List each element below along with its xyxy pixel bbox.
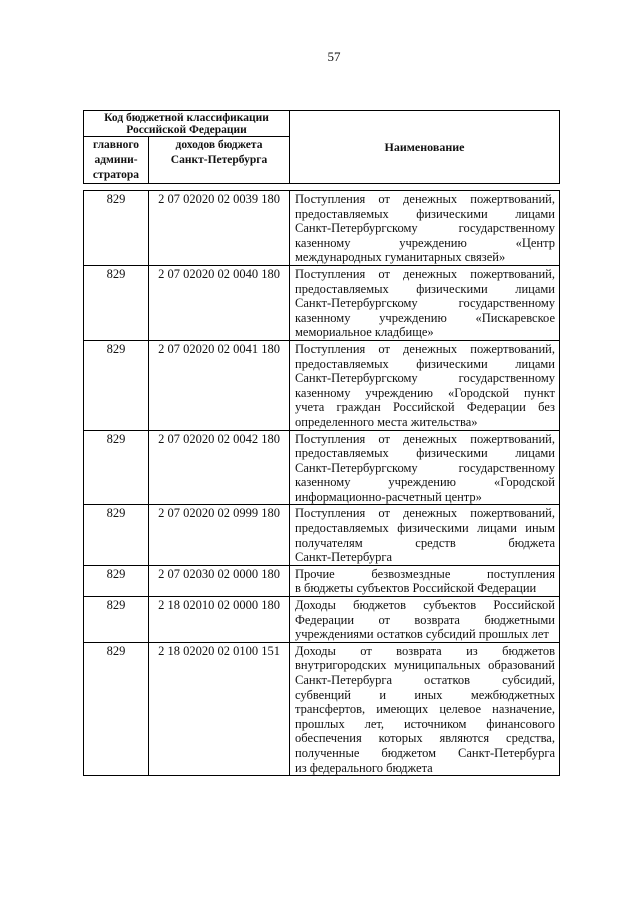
admin-code-cell: 829 <box>84 597 149 643</box>
admin-code-cell: 829 <box>84 505 149 565</box>
revenue-code-cell: 2 07 02030 02 0000 180 <box>149 565 290 596</box>
name-line: казенному учреждению «Пискаревское <box>295 310 555 325</box>
admin-code-cell: 829 <box>84 565 149 596</box>
admin-header-line: главного <box>92 139 140 151</box>
admin-header-line: админи- <box>94 154 138 166</box>
name-line: казенному учреждению «Городской пункт <box>295 385 555 400</box>
name-line: мемориальное кладбище» <box>295 325 434 340</box>
name-line: Доходы бюджетов субъектов Российской <box>295 598 555 613</box>
admin-code-cell: 829 <box>84 430 149 505</box>
table-row <box>84 430 560 505</box>
revenue-code-cell: 2 18 02010 02 0000 180 <box>149 597 290 643</box>
table-row <box>84 642 560 775</box>
name-line: казенному учреждению «Центр <box>295 235 555 250</box>
admin-code-cell: 829 <box>84 265 149 340</box>
name-line: трансфертов, имеющих целевое назначение, <box>295 702 555 717</box>
name-line: субвенций и иных межбюджетных <box>295 687 555 702</box>
name-cell <box>290 265 560 340</box>
name-line: Поступления от денежных пожертвований, <box>295 506 555 521</box>
code-group-line: Код бюджетной классификации <box>104 112 269 124</box>
name-cell <box>290 340 560 430</box>
name-line: получателям средств бюджета <box>295 535 555 550</box>
admin-code-cell: 829 <box>84 340 149 430</box>
table-row <box>84 565 560 596</box>
table-row <box>84 597 560 643</box>
admin-code-cell: 829 <box>84 191 149 266</box>
name-line: предоставляемых физическими лицами <box>295 206 555 221</box>
name-line: полученные бюджетом Санкт-Петербурга <box>295 745 555 760</box>
table-header <box>83 110 560 184</box>
name-line: учреждениями остатков субсидий прошлых лет <box>295 627 549 642</box>
name-cell <box>290 191 560 266</box>
revenue-code-cell: 2 07 02020 02 0039 180 <box>149 191 290 266</box>
revenue-column-header <box>149 137 290 184</box>
admin-header-line: стратора <box>92 169 140 181</box>
name-line: Санкт-Петербургскому государственному <box>295 371 555 386</box>
name-line: Санкт-Петербургскому государственному <box>295 460 555 475</box>
name-cell <box>290 430 560 505</box>
name-line: учета граждан Российской Федерации без <box>295 400 555 415</box>
name-cell <box>290 565 560 596</box>
name-line: Санкт-Петербургскому государственному <box>295 221 555 236</box>
code-group-line: Российской Федерации <box>126 124 247 136</box>
name-line: Санкт-Петербурга остатков субсидий, <box>295 673 555 687</box>
name-line: Санкт-Петербурга <box>295 550 393 565</box>
table-row <box>84 191 560 266</box>
admin-column-header <box>84 137 149 184</box>
revenue-code-cell: 2 18 02020 02 0100 151 <box>149 642 290 775</box>
table-body <box>83 190 560 776</box>
name-column-header: Наименование <box>290 111 560 184</box>
header-row-group <box>84 111 560 137</box>
name-line: Санкт-Петербургскому государственному <box>295 296 555 311</box>
name-line: Прочие безвозмездные поступления <box>295 566 555 581</box>
name-line: определенного места жительства» <box>295 414 478 429</box>
name-line: внутригородских муниципальных образований <box>295 658 555 673</box>
name-cell <box>290 597 560 643</box>
name-line: Федерации от возврата бюджетными <box>295 612 555 627</box>
name-cell <box>290 505 560 565</box>
revenue-code-cell: 2 07 02020 02 0041 180 <box>149 340 290 430</box>
name-line: казенному учреждению «Городской <box>295 475 555 490</box>
name-line: Доходы от возврата из бюджетов <box>295 643 555 658</box>
page-number: 57 <box>327 49 341 64</box>
name-cell <box>290 642 560 775</box>
name-line: в бюджеты субъектов Российской Федерации <box>295 581 537 596</box>
name-line: Поступления от денежных пожертвований, <box>295 266 555 281</box>
name-line: обеспечения которых являются средства, <box>295 731 555 746</box>
name-line: международных гуманитарных связей» <box>295 250 506 265</box>
name-line: прошлых лет, источником финансового <box>295 716 555 731</box>
revenue-header-line: Санкт-Петербурга <box>170 154 268 166</box>
name-line: информационно-расчетный центр» <box>295 489 482 504</box>
name-line: предоставляемых физическими лицами <box>295 356 555 371</box>
name-line: из федерального бюджета <box>295 760 433 775</box>
code-group-header <box>84 111 290 137</box>
name-line: Поступления от денежных пожертвований, <box>295 192 555 206</box>
name-line: предоставляемых физическими лицами <box>295 446 555 461</box>
admin-code-cell: 829 <box>84 642 149 775</box>
revenue-code-cell: 2 07 02020 02 0040 180 <box>149 265 290 340</box>
table-row <box>84 340 560 430</box>
revenue-header-line: доходов бюджета <box>175 139 263 151</box>
name-line: Поступления от денежных пожертвований, <box>295 431 555 446</box>
revenue-code-cell: 2 07 02020 02 0042 180 <box>149 430 290 505</box>
name-line: предоставляемых физическими лицами <box>295 281 555 296</box>
name-line: Поступления от денежных пожертвований, <box>295 341 555 356</box>
name-line: предоставляемых физическими лицами иным <box>295 521 555 536</box>
revenue-code-cell: 2 07 02020 02 0999 180 <box>149 505 290 565</box>
table-row <box>84 265 560 340</box>
table-row <box>84 505 560 565</box>
